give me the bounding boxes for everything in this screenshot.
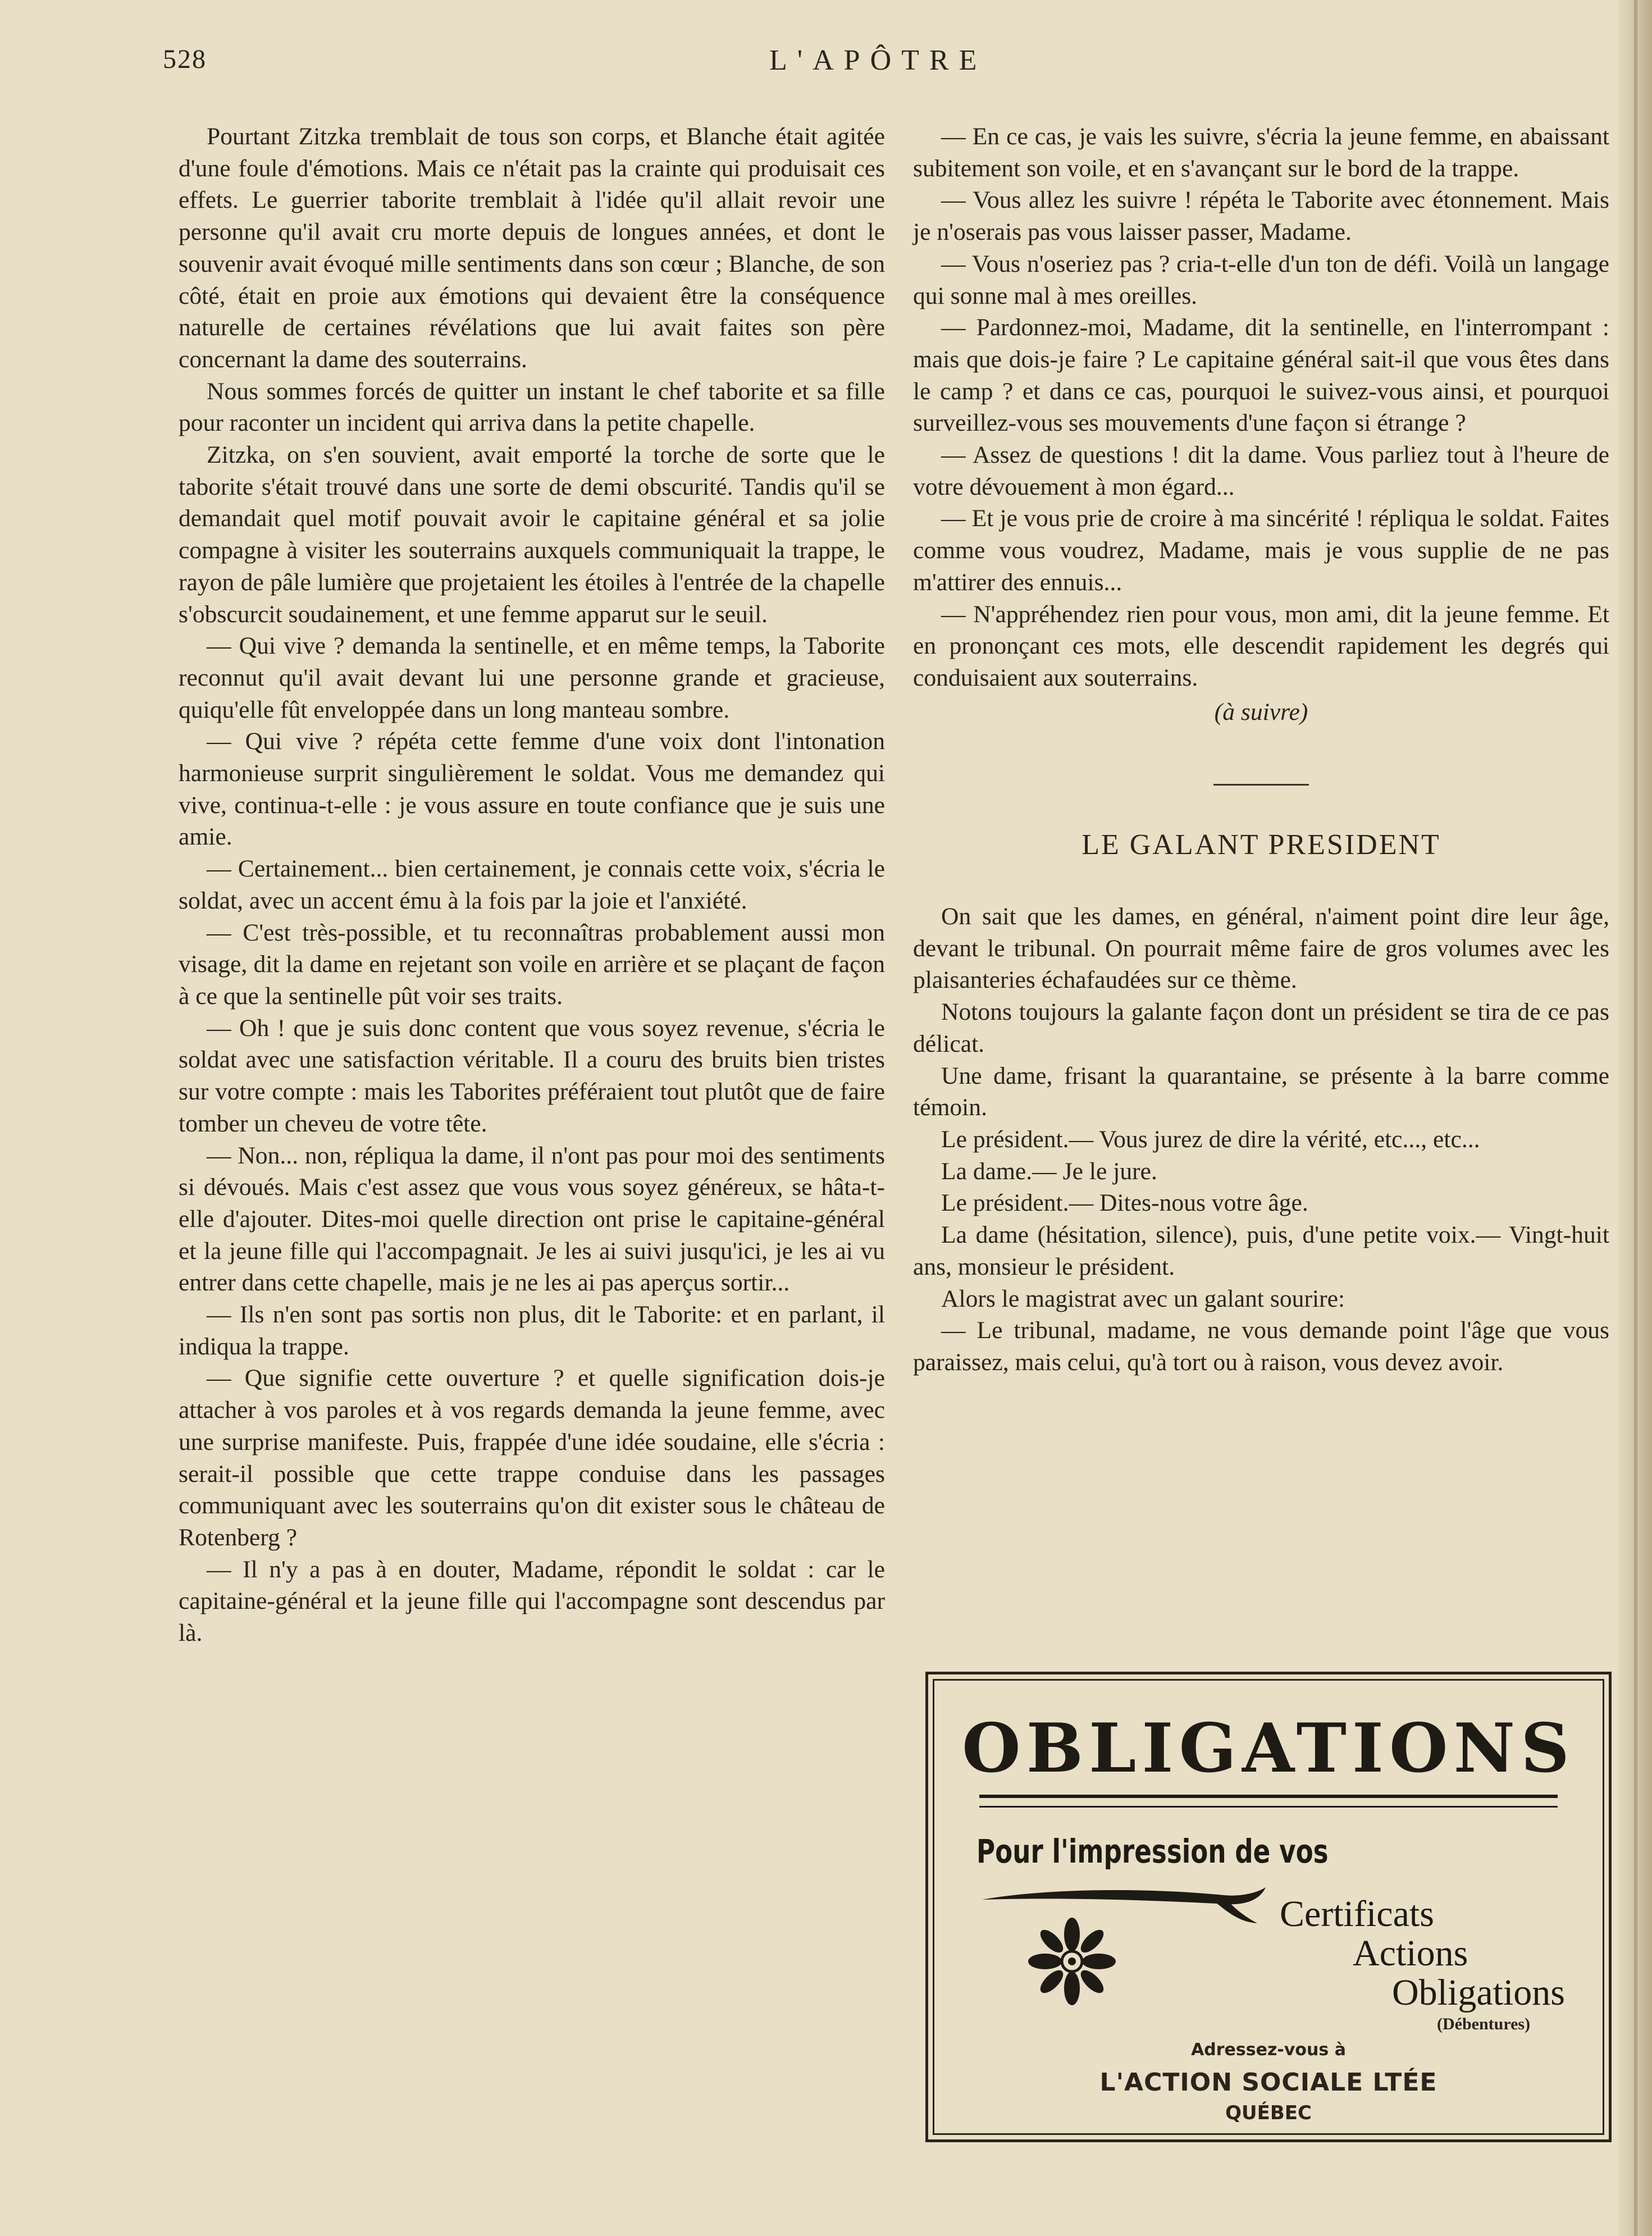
section-title: LE GALANT PRESIDENT [1081, 829, 1441, 861]
advertisement-inner-frame [933, 1679, 1604, 2135]
paragraph: — Qui vive ? répéta cette femme d'une voix dont l'intonation harmonieuse surprit singulièrement le soldat. Vous me demandez qui vive, continua-t-elle : je vous assure en toute confiance que je suis une amie. [179, 728, 885, 851]
paragraph: — Le tribunal, madame, ne vous demande point l'âge que vous paraissez, mais celui, qu'à tort ou à raison, vous devez avoir. [913, 1317, 1609, 1376]
paragraph: — Non... non, répliqua la dame, il n'ont pas pour moi des sentiments si dévoués. Mais c'est assez que vous vous soyez généreux, se hâta-t-elle d'ajouter. Dites-moi quelle direction ont prise le capitaine-général et la jeune fille qui l'accompagnait. Je les ai suivi jusqu'ici, je les ai vu entrer dans cette chapelle, mais je ne les ai pas aperçus sortir... [179, 1142, 885, 1297]
section-divider [1213, 784, 1309, 786]
ad-address-prompt: Adressez-vous à [1191, 2040, 1346, 2060]
paragraph: Une dame, frisant la quarantaine, se présente à la barre comme témoin. [913, 1062, 1609, 1121]
paragraph: — Que signifie cette ouverture ? et quelle signification dois-je attacher à vos paroles et à vos regards demanda la jeune femme, avec une surprise manifeste. Puis, frappée d'une idée soudaine, elle s'écria : serait-il possible que cette trappe conduise dans les passages communiquant avec les souterrains qu'on dit exister sous le château de Rotenberg ? [179, 1365, 885, 1551]
paragraph: Le président.— Vous jurez de dire la vérité, etc..., etc... [941, 1125, 1480, 1153]
paragraph: — Vous allez les suivre ! répéta le Taborite avec étonnement. Mais je n'oserais pas vous laisser passer, Madame. [913, 186, 1609, 246]
paragraph: — Oh ! que je suis donc content que vous soyez revenue, s'écria le soldat avec une satisfaction véritable. Il a couru des bruits bien tristes sur votre compte : mais les Taborites préféraient tout plutôt que de faire tomber un cheveu de votre tête. [179, 1014, 885, 1137]
ad-item-obligations: Obligations [1392, 1972, 1565, 2013]
flower-flourish-icon [976, 1883, 1268, 2029]
paragraph: — En ce cas, je vais les suivre, s'écria la jeune femme, en abaissant subitement son voile, et en s'avançant sur le bord de la trappe. [913, 123, 1609, 182]
ad-subtitle: Pour l'impression de vos [976, 1832, 1329, 1870]
paragraph: — Assez de questions ! dit la dame. Vous parliez tout à l'heure de votre dévouement à mon égard... [913, 441, 1609, 500]
paragraph: Le président.— Dites-nous votre âge. [941, 1189, 1308, 1217]
to-be-continued-note: (à suivre) [1214, 698, 1308, 725]
paragraph: — Vous n'oseriez pas ? cria-t-elle d'un ton de défi. Voilà un langage qui sonne mal à mes oreilles. [913, 250, 1609, 309]
page-number: 528 [163, 44, 207, 74]
ad-item-actions: Actions [1353, 1933, 1468, 1974]
left-column [179, 121, 885, 1649]
ad-item-certificats: Certificats [1280, 1893, 1434, 1934]
ad-title: OBLIGATIONS [962, 1709, 1575, 1788]
paragraph: La dame.— Je le jure. [941, 1157, 1157, 1185]
paragraph: — Pardonnez-moi, Madame, dit la sentinelle, en l'interrompant : mais que dois-je faire ? Le capitaine général sait-il que vous êtes dans le camp ? et dans ce cas, pourquoi le suivez-vous ainsi, et pourquoi surveillez-vous ses mouvements d'une façon si étrange ? [913, 314, 1609, 437]
paragraph: Zitzka, on s'en souvient, avait emporté la torche de sorte que le taborite s'était trouvé dans une sorte de demi obscurité. Tandis qu'il se demandait quel motif pouvait avoir le capitaine général et sa jolie compagne à visiter les souterrains auxquels communiquait la trappe, le rayon de pâle lumière que projetaient les étoiles à l'entrée de la chapelle s'obscurcit soudainement, et une femme apparut sur le seuil. [179, 441, 885, 628]
paragraph: — Il n'y a pas à en douter, Madame, répondit le soldat : car le capitaine-général et la jeune fille qui l'accompagne sont descendus par là. [179, 1555, 885, 1647]
running-title: L'APÔTRE [769, 44, 987, 76]
ad-note: (Débentures) [1437, 2015, 1531, 2033]
ad-title-rule [979, 1795, 1558, 1808]
paragraph: Nous sommes forcés de quitter un instant le chef taborite et sa fille pour raconter un incident qui arriva dans la petite chapelle. [179, 377, 885, 437]
right-column [913, 121, 1609, 1379]
ad-city: QUÉBEC [1225, 2102, 1312, 2124]
advertisement-box [925, 1672, 1612, 2142]
paragraph: — Qui vive ? demanda la sentinelle, et en même temps, la Taborite reconnut qu'il avait devant lui une personne grande et gracieuse, quiqu'elle fût enveloppée dans un long manteau sombre. [179, 632, 885, 723]
paragraph: — Certainement... bien certainement, je connais cette voix, s'écria le soldat, avec un accent ému à la fois par la joie et l'anxiété. [179, 855, 885, 914]
paragraph: Alors le magistrat avec un galant sourire: [941, 1285, 1345, 1312]
paragraph: — Ils n'en sont pas sortis non plus, dit le Taborite: et en parlant, il indiqua la trappe. [179, 1301, 885, 1360]
page-binding-edge [1618, 0, 1652, 2236]
paragraph: — Et je vous prie de croire à ma sincérité ! répliqua le soldat. Faites comme vous voudrez, Madame, mais je vous supplie de ne pas m'attirer des ennuis... [913, 505, 1609, 596]
ad-company-name: L'ACTION SOCIALE LTÉE [1099, 2068, 1437, 2097]
paragraph: Pourtant Zitzka tremblait de tous son corps, et Blanche était agitée d'une foule d'émotions. Mais ce n'était pas la crainte qui produisait ces effets. Le guerrier taborite tremblait à l'idée qu'il allait revoir une personne qu'il avait cru morte depuis de longues années, et dont le souvenir avait évoqué mille sentiments dans son cœur ; Blanche, de son côté, était en proie aux émotions qui devaient être la conséquence naturelle de certaines révélations que lui avait faites son père concernant la dame des souterrains. [179, 123, 885, 373]
paragraph: La dame (hésitation, silence), puis, d'une petite voix.— Vingt-huit ans, monsieur le président. [913, 1221, 1609, 1280]
paragraph: On sait que les dames, en général, n'aiment point dire leur âge, devant le tribunal. On pourrait même faire de gros volumes avec les plaisanteries échafaudées sur ce thème. [913, 903, 1609, 994]
paragraph: — N'appréhendez rien pour vous, mon ami, dit la jeune femme. Et en prononçant ces mots, elle descendit rapidement les degrés qui conduisaient aux souterrains. [913, 600, 1609, 691]
paragraph: Notons toujours la galante façon dont un président se tira de ce pas délicat. [913, 998, 1609, 1057]
page-header [0, 44, 1606, 89]
paragraph: — C'est très-possible, et tu reconnaîtras probablement aussi mon visage, dit la dame en rejetant son voile en arrière et se plaçant de façon à ce que la sentinelle pût voir ses traits. [179, 919, 885, 1010]
